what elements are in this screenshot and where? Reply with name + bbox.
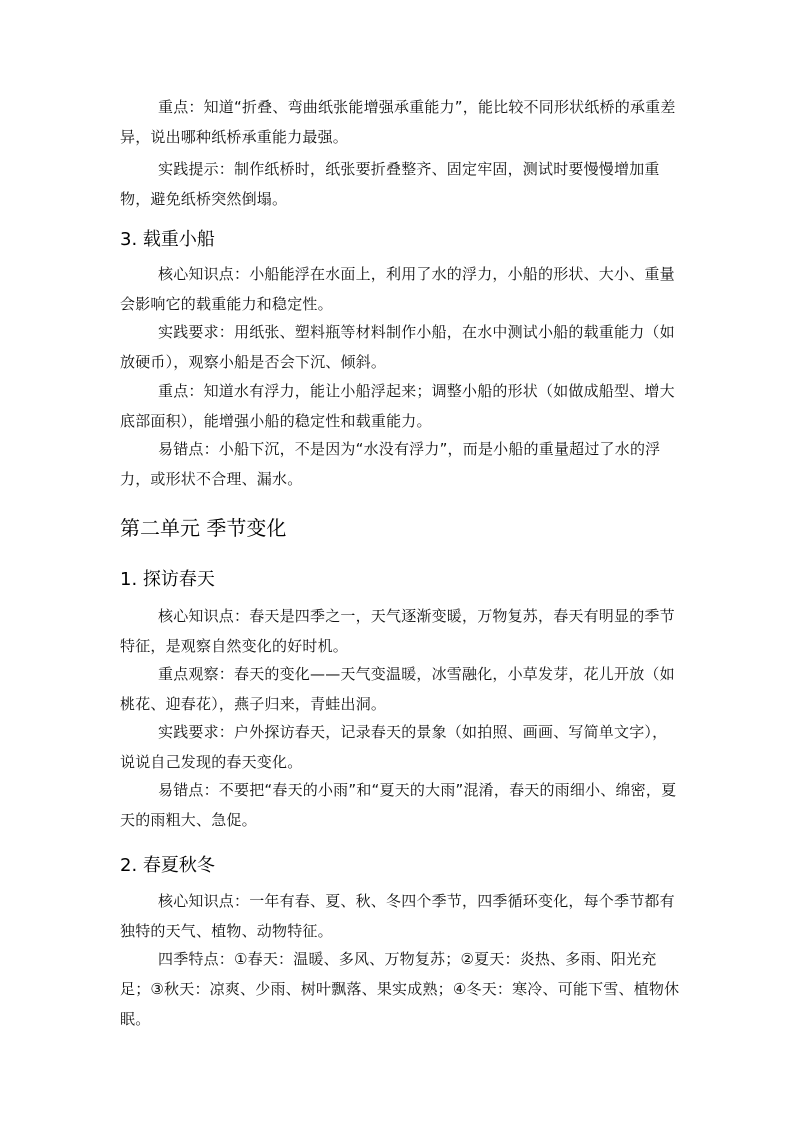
paragraph-spring-practice-requirement: 实践要求：户外探访春天，记录春天的景象（如拍照、画画、写简单文字），说说自己发现的春天变化。 (120, 723, 668, 771)
unit-title-seasons: 第二单元 季节变化 (120, 516, 287, 540)
paragraph-spring-common-mistake: 易错点：不要把“春天的小雨”和“夏天的大雨”混淆，春天的雨细小、绵密，夏天的雨粗大、急促。 (120, 781, 677, 829)
heading-load-boat: 3. 载重小船 (120, 229, 215, 250)
paragraph-boat-core-knowledge: 核心知识点：小船能浮在水面上，利用了水的浮力，小船的形状、大小、重量会影响它的载重能力和稳定性。 (120, 265, 675, 313)
heading-visit-spring: 1. 探访春天 (120, 569, 215, 590)
paragraph-seasons-features: 四季特点：①春天：温暖、多风、万物复苏；②夏天：炎热、多雨、阳光充足；③秋天：凉爽、少雨、树叶飘落、果实成熟；④冬天：寒冷、可能下雪、植物休眠。 (120, 950, 680, 1028)
paragraph-boat-practice-requirement: 实践要求：用纸张、塑料瓶等材料制作小船，在水中测试小船的载重能力（如放硬币），观察小船是否会下沉、倾斜。 (120, 323, 675, 371)
paragraph-spring-key-observation: 重点观察：春天的变化——天气变温暖，冰雪融化，小草发芽，花儿开放（如桃花、迎春花），燕子归来，青蛙出洞。 (120, 665, 675, 713)
paragraph-boat-key-point: 重点：知道水有浮力，能让小船浮起来；调整小船的形状（如做成船型、增大底部面积），能增强小船的稳定性和载重能力。 (120, 382, 675, 430)
paragraph-paper-bridge-key-point: 重点：知道“折叠、弯曲纸张能增强承重能力”，能比较不同形状纸桥的承重差异，说出哪种纸桥承重能力最强。 (120, 98, 676, 146)
heading-four-seasons: 2. 春夏秋冬 (120, 855, 215, 876)
paragraph-spring-core-knowledge: 核心知识点：春天是四季之一，天气逐渐变暖，万物复苏，春天有明显的季节特征，是观察自然变化的好时机。 (120, 607, 675, 655)
paragraph-boat-common-mistake: 易错点：小船下沉，不是因为“水没有浮力”，而是小船的重量超过了水的浮力，或形状不合理、漏水。 (120, 440, 661, 488)
paragraph-seasons-core-knowledge: 核心知识点：一年有春、夏、秋、冬四个季节，四季循环变化，每个季节都有独特的天气、植物、动物特征。 (120, 892, 675, 940)
paragraph-paper-bridge-practice-tip: 实践提示：制作纸桥时，纸张要折叠整齐、固定牢固，测试时要慢慢增加重物，避免纸桥突然倒塌。 (120, 160, 660, 208)
